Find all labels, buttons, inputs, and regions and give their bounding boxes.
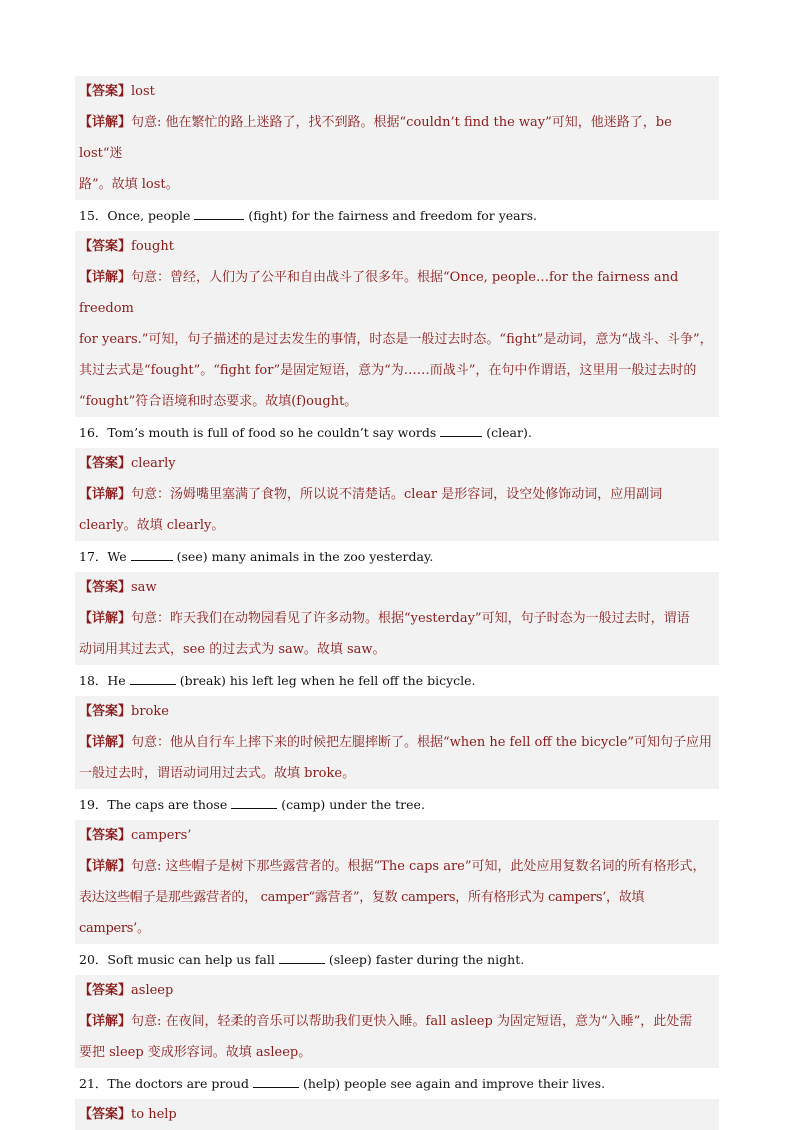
answer-label: 【答案】 bbox=[79, 704, 132, 719]
detail-line: 【详解】句意：他从自行车上摔下来的时候把左腿摔断了。根据“when he fell off the bicycle”可知句子应用 bbox=[79, 735, 713, 750]
question-number: 18． bbox=[79, 673, 108, 688]
answer-label: 【答案】 bbox=[79, 983, 132, 998]
answer-text: campers’ bbox=[131, 828, 192, 843]
answer-block bbox=[75, 572, 719, 665]
answer-text: clearly bbox=[131, 456, 176, 471]
detail-line: 路”。故填 lost。 bbox=[79, 177, 179, 192]
answer-blank bbox=[253, 1073, 299, 1088]
answer-label: 【答案】 bbox=[79, 580, 132, 595]
detail-line: 【详解】句意：昨天我们在动物园看见了许多动物。根据“yesterday”可知，句子时态为一般过去时，谓语 bbox=[79, 611, 690, 626]
detail-label: 【详解】 bbox=[79, 115, 132, 130]
answer-block bbox=[75, 448, 719, 541]
answer-line bbox=[79, 572, 715, 603]
detail-line: “fought”符合语境和时态要求。故填(f)ought。 bbox=[79, 394, 358, 409]
question-20: 20．Soft music can help us fall (sleep) faster during the night. bbox=[75, 944, 719, 975]
answer-line bbox=[79, 820, 715, 851]
detail-label: 【详解】 bbox=[79, 487, 132, 502]
answer-blank bbox=[231, 794, 277, 809]
answer-blank bbox=[131, 546, 173, 561]
answer-text: fought bbox=[131, 239, 174, 254]
question-15: 15．Once, people (fight) for the fairness and freedom for years. bbox=[75, 200, 719, 231]
answer-label: 【答案】 bbox=[79, 1107, 132, 1122]
answer-label: 【答案】 bbox=[79, 456, 132, 471]
question-17: 17．We (see) many animals in the zoo yesterday. bbox=[75, 541, 719, 572]
answer-label: 【答案】 bbox=[79, 84, 132, 99]
detail-label: 【详解】 bbox=[79, 1014, 132, 1029]
answer-blank bbox=[194, 205, 244, 220]
question-18: 18．He (break) his left leg when he fell off the bicycle. bbox=[75, 665, 719, 696]
answer-blank bbox=[440, 422, 482, 437]
answer-label: 【答案】 bbox=[79, 828, 132, 843]
detail-line: 一般过去时，谓语动词用过去式。故填 broke。 bbox=[79, 766, 356, 781]
answer-block bbox=[75, 1099, 719, 1130]
question-number: 19． bbox=[79, 797, 108, 812]
answer-line bbox=[79, 76, 715, 107]
answer-text: asleep bbox=[131, 983, 174, 998]
detail-label: 【详解】 bbox=[79, 735, 132, 750]
document-page bbox=[75, 76, 719, 1130]
answer-line bbox=[79, 1099, 715, 1130]
detail-text: 句意: 他在繁忙的路上迷路了，找不到路。根据“couldn’t find the way”可知，他迷路了，be lost“迷 bbox=[79, 115, 672, 161]
detail-line: 表达这些帽子是那些露营者的， camper“露营者”，复数 campers，所有格形式为 campers’，故填 campers’。 bbox=[79, 890, 645, 936]
question-number: 16． bbox=[79, 425, 108, 440]
question-number: 21． bbox=[79, 1076, 108, 1091]
answer-text: to help bbox=[131, 1107, 177, 1122]
detail-line: 【详解】句意：汤姆嘴里塞满了食物，所以说不清楚话。clear 是形容词，设空处修饰动词，应用副词 bbox=[79, 487, 663, 502]
question-16: 16．Tom’s mouth is full of food so he couldn’t say words (clear). bbox=[75, 417, 719, 448]
question-19: 19．The caps are those (camp) under the tree. bbox=[75, 789, 719, 820]
detail-line: 【详解】句意: 在夜间，轻柔的音乐可以帮助我们更快入睡。fall asleep 为固定短语，意为“入睡”，此处需 bbox=[79, 1014, 693, 1029]
detail-line: for years.”可知，句子描述的是过去发生的事情，时态是一般过去时态。“fight”是动词，意为“战斗、斗争”， bbox=[79, 332, 713, 347]
question-number: 20． bbox=[79, 952, 108, 967]
detail-line: 其过去式是“fought”。“fight for”是固定短语，意为“为……而战斗”，在句中作谓语，这里用一般过去时的 bbox=[79, 363, 697, 378]
answer-block bbox=[75, 76, 719, 200]
answer-block bbox=[75, 231, 719, 417]
answer-text: lost bbox=[131, 84, 155, 99]
answer-line bbox=[79, 975, 715, 1006]
detail-line: 动词用其过去式，see 的过去式为 saw。故填 saw。 bbox=[79, 642, 386, 657]
answer-block bbox=[75, 820, 719, 944]
detail-label: 【详解】 bbox=[79, 859, 132, 874]
detail-line: 【详解】句意：曾经，人们为了公平和自由战斗了很多年。根据“Once, people…for the fairness and freedom bbox=[79, 270, 679, 316]
answer-text: broke bbox=[131, 704, 169, 719]
answer-block bbox=[75, 975, 719, 1068]
question-number: 15． bbox=[79, 208, 108, 223]
answer-text: saw bbox=[131, 580, 157, 595]
detail-label: 【详解】 bbox=[79, 611, 132, 626]
detail-line bbox=[79, 107, 715, 169]
answer-block bbox=[75, 696, 719, 789]
detail-line: 要把 sleep 变成形容词。故填 asleep。 bbox=[79, 1045, 312, 1060]
answer-blank bbox=[279, 949, 325, 964]
answer-line bbox=[79, 231, 715, 262]
answer-line bbox=[79, 696, 715, 727]
question-21: 21．The doctors are proud (help) people see again and improve their lives. bbox=[75, 1068, 719, 1099]
answer-blank bbox=[130, 670, 176, 685]
detail-label: 【详解】 bbox=[79, 270, 132, 285]
detail-line: clearly。故填 clearly。 bbox=[79, 518, 225, 533]
answer-line bbox=[79, 448, 715, 479]
answer-label: 【答案】 bbox=[79, 239, 132, 254]
question-number: 17． bbox=[79, 549, 108, 564]
detail-line: 【详解】句意: 这些帽子是树下那些露营者的。根据“The caps are”可知，此处应用复数名词的所有格形式， bbox=[79, 859, 706, 874]
